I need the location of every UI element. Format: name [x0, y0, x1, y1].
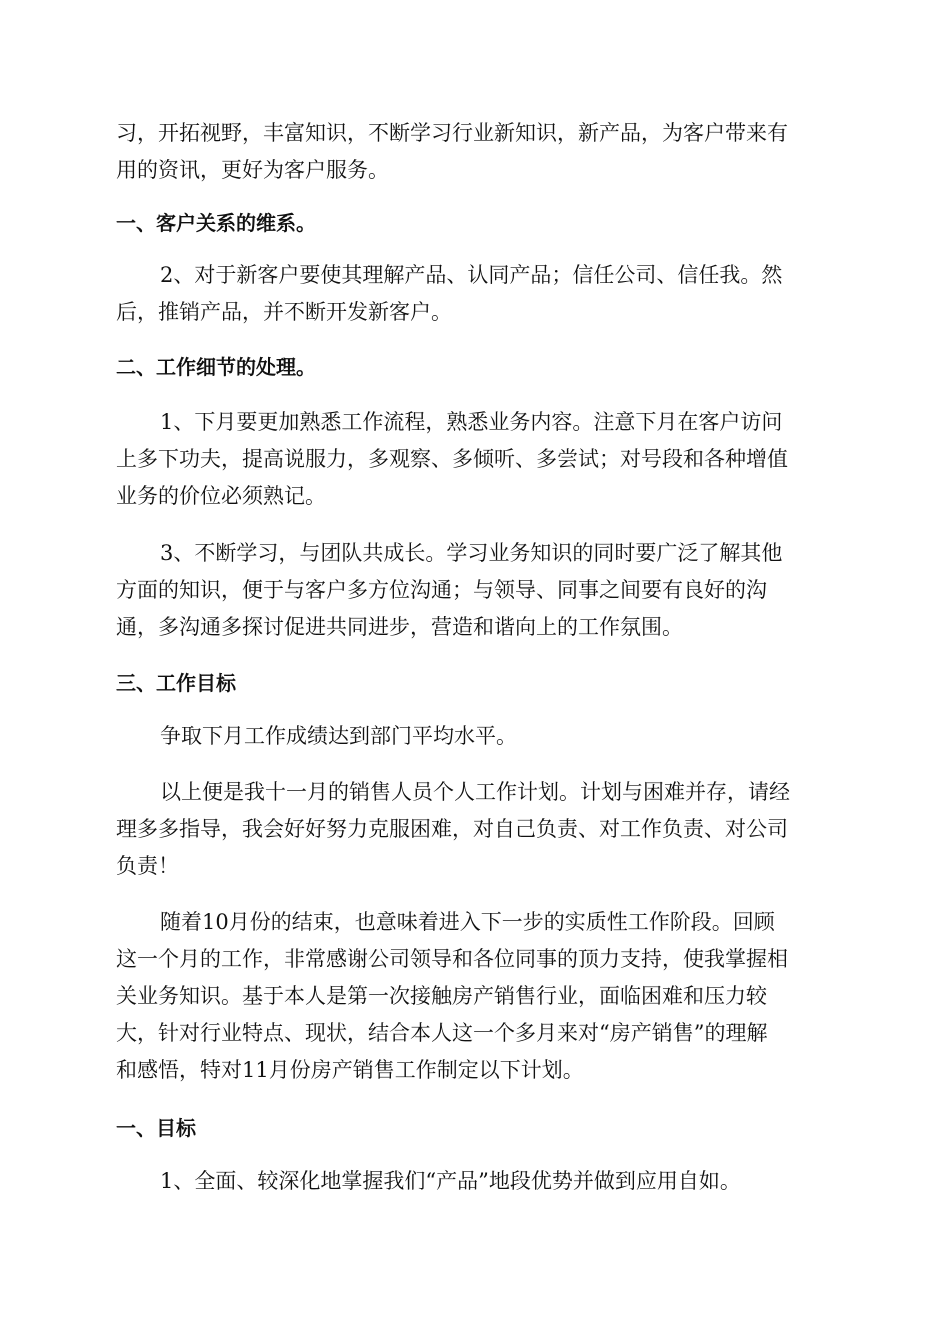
text-line: 用的资讯，更好为客户服务。	[116, 158, 389, 182]
paragraph-plan-summary	[116, 774, 836, 885]
text-line: 理多多指导，我会好好努力克服困难，对自己负责、对工作负责、对公司	[116, 817, 788, 841]
text-line: 这一个月的工作，非常感谢公司领导和各位同事的顶力支持，使我掌握相	[116, 947, 788, 971]
text-line: 负责！	[116, 854, 179, 878]
text-line: 以上便是我十一月的销售人员个人工作计划。计划与困难并存，请经	[160, 780, 790, 804]
section-heading-customer-relations: 一、客户关系的维系。	[116, 211, 316, 235]
paragraph-continuous-learning	[116, 535, 836, 646]
paragraph-product-mastery	[116, 1163, 836, 1200]
text-line: 1、全面、较深化地掌握我们“产品”地段优势并做到应用自如。	[160, 1169, 741, 1193]
text-line: 和感悟，特对11月份房产销售工作制定以下计划。	[116, 1058, 584, 1082]
text-line: 3、不断学习，与团队共成长。学习业务知识的同时要广泛了解其他	[160, 541, 783, 565]
paragraph-continuation	[116, 115, 836, 189]
text-line: 方面的知识，便于与客户多方位沟通；与领导、同事之间要有良好的沟	[116, 578, 767, 602]
text-line: 争取下月工作成绩达到部门平均水平。	[160, 724, 517, 748]
paragraph-october-review	[116, 904, 836, 1089]
text-line: 后，推销产品，并不断开发新客户。	[116, 300, 452, 324]
text-line: 随着10月份的结束，也意味着进入下一步的实质性工作阶段。回顾	[160, 910, 775, 934]
text-line: 习，开拓视野，丰富知识，不断学习行业新知识，新产品，为客户带来有	[116, 121, 788, 145]
text-line: 1、下月要更加熟悉工作流程，熟悉业务内容。注意下月在客户访问	[160, 410, 783, 434]
section-heading-work-details: 二、工作细节的处理。	[116, 355, 316, 379]
paragraph-workflow	[116, 404, 836, 515]
paragraph-goal-statement	[116, 718, 836, 755]
text-line: 2、对于新客户要使其理解产品、认同产品；信任公司、信任我。然	[160, 263, 783, 287]
paragraph-new-customers	[116, 257, 836, 331]
text-line: 业务的价位必须熟记。	[116, 484, 326, 508]
text-line: 通，多沟通多探讨促进共同进步，营造和谐向上的工作氛围。	[116, 615, 683, 639]
text-line: 大，针对行业特点、现状，结合本人这一个多月来对“房产销售”的理解	[116, 1021, 768, 1045]
section-heading-work-goals: 三、工作目标	[116, 671, 236, 695]
section-heading-goals: 一、目标	[116, 1116, 196, 1140]
text-line: 关业务知识。基于本人是第一次接触房产销售行业，面临困难和压力较	[116, 984, 767, 1008]
text-line: 上多下功夫，提高说服力，多观察、多倾听、多尝试；对号段和各种增值	[116, 447, 788, 471]
